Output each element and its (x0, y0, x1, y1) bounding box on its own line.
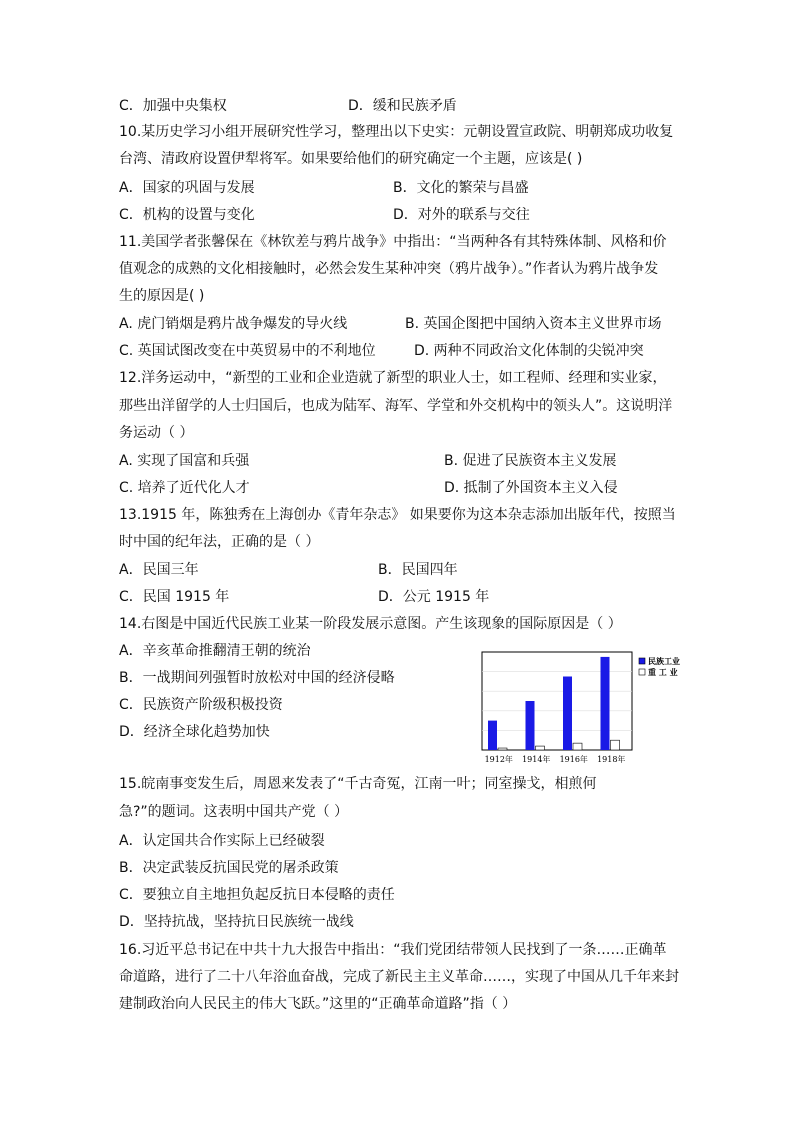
chart-legend-label: 民族工业 (648, 656, 680, 666)
chart-x-tick-label: 1914年 (522, 755, 551, 764)
q12-option-d: D. 抵制了外国资本主义入侵 (444, 480, 618, 496)
q12-stem-line-3: 务运动（ ） (119, 425, 194, 441)
q9-option-c: C．加强中央集权 (119, 98, 227, 114)
q14-industry-chart (480, 650, 692, 768)
q10-option-d: D．对外的联系与交往 (393, 207, 530, 223)
q12-stem-line-2: 那些出洋留学的人士归国后，也成为陆军、海军、学堂和外交机构中的领头人”。这说明洋 (119, 398, 673, 414)
q13-option-c: C．民国 1915 年 (119, 589, 230, 605)
chart-x-tick-label: 1918年 (597, 755, 626, 764)
q15-option-d: D．坚持抗战，坚持抗日民族统一战线 (119, 914, 354, 930)
q9-option-d: D．缓和民族矛盾 (348, 98, 457, 114)
q13-option-b: B．民国四年 (378, 562, 458, 578)
q14-stem-line-1: 14.右图是中国近代民族工业某一阶段发展示意图。产生该现象的国际原因是（ ） (119, 616, 622, 632)
chart-legend-label: 重 工 业 (648, 667, 678, 677)
chart-x-tick-label: 1912年 (484, 755, 513, 764)
q10-option-a: A．国家的巩固与发展 (119, 180, 255, 196)
chart-bar-heavy-industry-2 (573, 743, 582, 750)
q11-option-c: C. 英国试图改变在中英贸易中的不利地位 (119, 343, 376, 359)
q10-option-c: C．机构的设置与变化 (119, 207, 255, 223)
q11-option-b: B. 英国企图把中国纳入资本主义世界市场 (405, 316, 662, 332)
q10-stem-line-1: 10.某历史学习小组开展研究性学习，整理出以下史实：元朝设置宣政院、明朝郑成功收复 (119, 124, 674, 140)
q12-stem-line-1: 12.洋务运动中，“新型的工业和企业造就了新型的职业人士，如工程师、经理和实业家， (119, 370, 667, 386)
q12-option-b: B. 促进了民族资本主义发展 (444, 453, 617, 469)
q11-stem-line-2: 值观念的成熟的文化相接触时，必然会发生某种冲突（鸦片战争）。”作者认为鸦片战争发 (119, 261, 659, 277)
q13-stem-line-1: 13.1915 年，陈独秀在上海创办《青年杂志》 如果要你为这本杂志添加出版年代，按照当 (119, 507, 676, 523)
q12-option-c: C. 培养了近代化人才 (119, 480, 250, 496)
q11-option-a: A. 虎门销烟是鸦片战争爆发的导火线 (119, 316, 348, 332)
chart-bar-heavy-industry-0 (498, 748, 507, 750)
q16-stem-line-1: 16.习近平总书记在中共十九大报告中指出：“我们党团结带领人民找到了一条……正确革 (119, 942, 667, 958)
q11-stem-line-1: 11.美国学者张馨保在《林钦差与鸦片战争》中指出：“当两种各有其特殊体制、风格和价 (119, 234, 667, 250)
chart-bar-national-industry-1 (526, 701, 535, 750)
chart-bar-national-industry-0 (488, 721, 497, 750)
q12-option-a: A. 实现了国富和兵强 (119, 453, 250, 469)
q16-stem-line-3: 建制政治向人民民主的伟大飞跃。”这里的“正确革命道路”指（ ） (119, 996, 517, 1012)
chart-bar-national-industry-3 (601, 657, 610, 750)
q15-option-c: C．要独立自主地担负起反抗日本侵略的责任 (119, 887, 395, 903)
q15-option-b: B．决定武装反抗国民党的屠杀政策 (119, 860, 339, 876)
q10-option-b: B．文化的繁荣与昌盛 (393, 180, 529, 196)
q14-option-d: D．经济全球化趋势加快 (119, 724, 270, 740)
q10-stem-line-2: 台湾、清政府设置伊犁将军。如果要给他们的研究确定一个主题，应该是( ) (119, 151, 583, 167)
chart-legend-swatch (639, 669, 645, 675)
chart-legend-swatch (639, 658, 645, 664)
q15-stem-line-1: 15.皖南事变发生后，周恩来发表了“千古奇冤，江南一叶；同室操戈，相煎何 (119, 776, 597, 792)
q15-stem-line-2: 急?”的题词。这表明中国共产党（ ） (119, 804, 349, 820)
q16-stem-line-2: 命道路，进行了二十八年浴血奋战，完成了新民主主义革命……，实现了中国从几千年来封 (119, 969, 679, 985)
q11-option-d: D. 两种不同政治文化体制的尖锐冲突 (414, 343, 644, 359)
q13-stem-line-2: 时中国的纪年法，正确的是（ ） (119, 534, 320, 550)
q13-option-a: A．民国三年 (119, 562, 199, 578)
q14-option-b: B．一战期间列强暂时放松对中国的经济侵略 (119, 670, 395, 686)
chart-bar-heavy-industry-3 (611, 740, 620, 750)
q14-option-c: C．民族资产阶级积极投资 (119, 697, 283, 713)
q11-stem-line-3: 生的原因是( ) (119, 288, 205, 304)
chart-x-tick-label: 1916年 (559, 755, 588, 764)
q15-option-a: A．认定国共合作实际上已经破裂 (119, 833, 325, 849)
chart-bar-heavy-industry-1 (536, 746, 545, 750)
q13-option-d: D．公元 1915 年 (378, 589, 490, 605)
chart-bar-national-industry-2 (563, 677, 572, 751)
q14-option-a: A．辛亥革命推翻清王朝的统治 (119, 643, 311, 659)
